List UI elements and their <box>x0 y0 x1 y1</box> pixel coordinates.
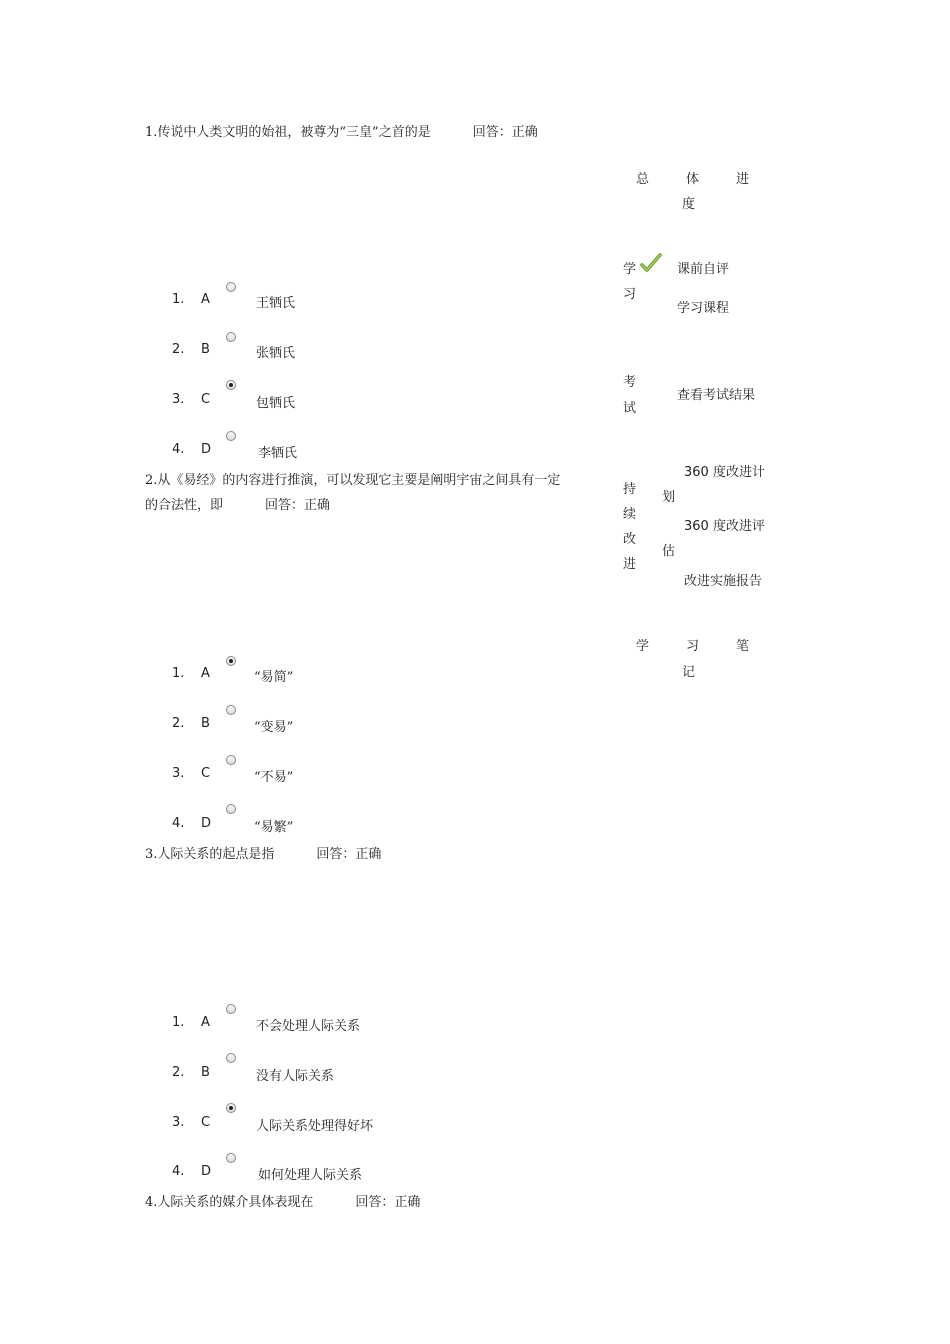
question-text-line-2: 的合法性，即 <box>145 498 224 513</box>
option-text: 没有人际关系 <box>256 1069 335 1084</box>
progress-title-char: 总 <box>636 172 650 187</box>
option-letter: A <box>201 666 210 681</box>
radio-button[interactable] <box>226 804 236 814</box>
option-letter: B <box>201 716 210 731</box>
option-number: 1. <box>172 292 185 307</box>
improve-label: 进 <box>623 557 637 572</box>
option-letter: A <box>201 1015 210 1030</box>
improve-label: 改 <box>623 532 637 547</box>
option-text: 不会处理人际关系 <box>256 1019 361 1034</box>
option-letter: B <box>201 342 210 357</box>
option-number: 3. <box>172 392 185 407</box>
option-number: 2. <box>172 716 185 731</box>
question-text: 1.传说中人类文明的始祖，被尊为“三皇”之首的是 <box>145 125 431 140</box>
progress-title-char: 体 <box>686 172 700 187</box>
option-text: “不易” <box>254 770 294 785</box>
radio-button[interactable] <box>226 282 236 292</box>
option-letter: B <box>201 1065 210 1080</box>
radio-button[interactable] <box>226 332 236 342</box>
option-text: 如何处理人际关系 <box>258 1168 363 1183</box>
option-letter: C <box>201 1115 211 1130</box>
option-number: 1. <box>172 1015 185 1030</box>
question-text: 3.人际关系的起点是指 <box>145 847 275 862</box>
radio-button[interactable] <box>226 755 236 765</box>
answer-status: 回答：正确 <box>316 847 382 862</box>
notes-title-char: 笔 <box>736 639 750 654</box>
radio-button[interactable] <box>226 705 236 715</box>
option-letter: D <box>201 1164 212 1179</box>
improve-label: 持 <box>623 482 637 497</box>
option-letter: D <box>201 816 212 831</box>
question-3 <box>145 842 381 867</box>
exam-label: 试 <box>623 401 637 416</box>
question-1 <box>145 120 538 145</box>
radio-button-selected[interactable] <box>226 380 236 390</box>
notes-title-char: 习 <box>686 639 700 654</box>
radio-button[interactable] <box>226 1153 236 1163</box>
radio-button-selected[interactable] <box>226 1103 236 1113</box>
link-study-course[interactable]: 学习课程 <box>677 301 730 316</box>
option-number: 2. <box>172 1065 185 1080</box>
exam-label: 考 <box>623 375 637 390</box>
question-text: 4.人际关系的媒介具体表现在 <box>145 1195 314 1210</box>
answer-status: 回答：正确 <box>472 125 538 140</box>
option-text: 王牺氏 <box>256 296 296 311</box>
radio-button[interactable] <box>226 1004 236 1014</box>
answer-status: 回答：正确 <box>265 498 331 513</box>
option-text: “易繁” <box>254 820 294 835</box>
notes-title-char: 学 <box>636 639 650 654</box>
question-4 <box>145 1190 420 1215</box>
option-number: 3. <box>172 1115 185 1130</box>
option-letter: C <box>201 392 211 407</box>
option-letter: A <box>201 292 210 307</box>
option-letter: C <box>201 766 211 781</box>
question-2 <box>145 468 615 518</box>
answer-status: 回答：正确 <box>355 1195 421 1210</box>
radio-button[interactable] <box>226 1053 236 1063</box>
option-letter: D <box>201 442 212 457</box>
link-360-improvement-plan[interactable]: 360 度改进计 <box>684 465 765 480</box>
radio-button[interactable] <box>226 431 236 441</box>
link-360-improvement-evaluation-cont[interactable]: 估 <box>662 544 676 559</box>
progress-title-char: 进 <box>736 172 750 187</box>
option-number: 4. <box>172 1164 185 1179</box>
option-number: 4. <box>172 816 185 831</box>
checkmark-icon <box>640 253 662 273</box>
notes-title-char: 记 <box>682 665 696 680</box>
radio-button-selected[interactable] <box>226 656 236 666</box>
option-text: “变易” <box>254 720 294 735</box>
option-number: 3. <box>172 766 185 781</box>
option-text: 李牺氏 <box>258 446 298 461</box>
option-number: 2. <box>172 342 185 357</box>
option-text: “易简” <box>254 670 294 685</box>
question-text-line-1: 2.从《易经》的内容进行推演，可以发现它主要是阐明宇宙之间具有一定 <box>145 473 561 488</box>
option-text: 人际关系处理得好坏 <box>256 1119 374 1134</box>
option-number: 4. <box>172 442 185 457</box>
link-360-improvement-plan-cont[interactable]: 划 <box>662 490 676 505</box>
option-text: 包牺氏 <box>256 396 296 411</box>
study-label: 学 <box>623 262 637 277</box>
link-improvement-report[interactable]: 改进实施报告 <box>684 574 763 589</box>
link-360-improvement-evaluation[interactable]: 360 度改进评 <box>684 519 765 534</box>
study-label: 习 <box>623 287 637 302</box>
improve-label: 续 <box>623 507 637 522</box>
link-view-exam-results[interactable]: 查看考试结果 <box>677 388 756 403</box>
option-number: 1. <box>172 666 185 681</box>
option-text: 张牺氏 <box>256 346 296 361</box>
link-pre-course-assessment[interactable]: 课前自评 <box>677 262 730 277</box>
progress-title-char: 度 <box>682 197 696 212</box>
